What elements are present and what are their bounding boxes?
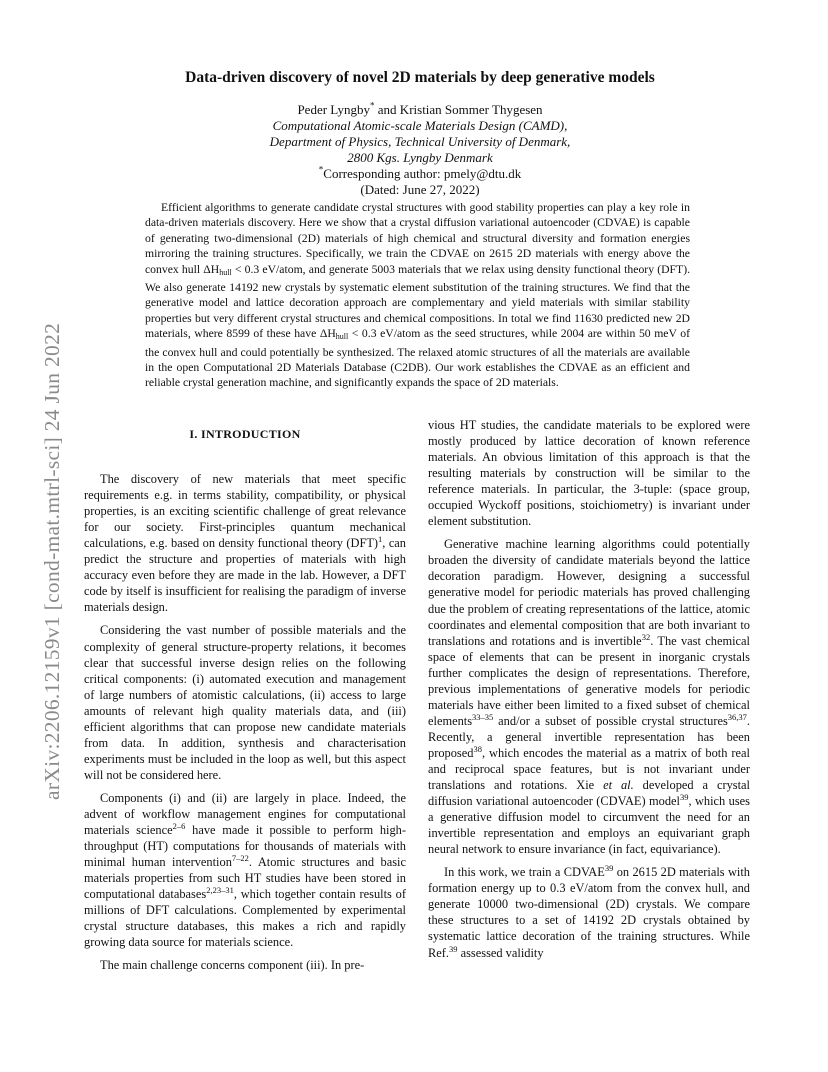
citation[interactable]: 32 [641, 631, 651, 642]
text: developed a crystal diffusion variational autoencoder (CDVAE) model [428, 778, 750, 809]
section-heading: I. INTRODUCTION [189, 427, 301, 441]
intro-paragraph-3 [84, 790, 406, 950]
right-column [428, 417, 750, 968]
intro-paragraph-4: The main challenge concerns component (iii). In pre- [100, 958, 365, 973]
citation[interactable]: 1 [378, 534, 383, 545]
text: . The vast chemical space of elements that can be present in inorganic crystals further complicates the design of representations. Therefore, previous implementations of generative models for periodic materials have either been limited to a fixed subset of chemical elements [428, 633, 750, 728]
citation[interactable]: 2,23–31 [206, 885, 234, 896]
text: . Atomic structures and basic materials properties from such HT studies have been stored in computational databases [84, 855, 407, 902]
abstract-paragraph [145, 200, 690, 391]
subscript-hull: hull [335, 332, 349, 342]
citation[interactable]: 39 [449, 943, 458, 954]
citation[interactable]: 39 [604, 863, 614, 874]
abstract-text-1: Efficient algorithms to generate candidate crystal structures with good stability properties can play a key role in data-driven materials discovery. Here we show that a crystal diffusion variational autoencoder (CDVAE) is capable of generating two-dimensional (2D) materials of high chemical and structural diversity and formation energies mirroring the training structures. Specifically, we train the CDVAE on 2615 2D materials with energy above the convex hull ΔH [145, 201, 690, 276]
affiliation-line-3: 2800 Kgs. Lyngby Denmark [347, 150, 493, 165]
corresponding-author [100, 166, 740, 182]
citation[interactable]: 36,37 [727, 711, 747, 722]
text: Generative machine learning algorithms could potentially broaden the diversity of candidate materials beyond the lattice decoration paradigm. However, designing a successful generative model for periodic materials has proved challenging due the problem of creating representations of the lattice, atomic coordinates and elemental composition that are both invariant to translations and rotations and is invertible [428, 537, 750, 648]
text: , which encodes the material as a matrix of both real and reciprocal space features, but is not invariant under translations and rotations. Xie [428, 745, 750, 793]
text: , can predict the structure and properties of materials with high accuracy even before they are made in the lab. However, a DFT code by itself is insufficient for realising the paradigm of inverse materials design. [84, 536, 407, 615]
citation[interactable]: 7–22 [231, 853, 249, 863]
arxiv-sidebar [20, 240, 64, 800]
citation[interactable]: 33–35 [472, 711, 494, 722]
citation[interactable]: 2–6 [172, 820, 186, 831]
text: and/or a subset of possible crystal structures [493, 713, 728, 728]
author-names [100, 102, 740, 118]
text: In this work, we train a CDVAE [444, 865, 605, 880]
corresponding-marker: * [370, 100, 375, 111]
abstract-text-3: < 0.3 eV/atom as the seed structures, while 2004 are within 50 meV of the convex hull and could potentially be synthesized. The relaxed atomic structures of all the materials are available in the open Computational 2D Materials Database (C2DB). Our work establishes the CDVAE as an efficient and reliable crystal generation machine, and significantly expands the space of 2D materials. [145, 327, 690, 390]
text: assessed validity [457, 945, 544, 960]
abstract-text-2: < 0.3 eV/atom, and generate 5003 materials that we relax using density functional theory (DFT). We also generate 14192 new crystals by systematic element substitution of the training structures. We find that the generative model and lattice decoration approach are complementary and yield materials with similar stability properties but very different crystal structures and chemical compositions. In total we find 11630 predicted new 2D materials, where 8599 of these have ΔH [145, 262, 691, 341]
text: . Recently, a general invertible representation has been proposed [428, 713, 750, 760]
intro-paragraph-1 [84, 471, 406, 615]
author-block [100, 102, 740, 198]
text: Components (i) and (ii) are largely in place. Indeed, the advent of workflow management engines for computational materials science [84, 790, 406, 838]
text: , which uses a generative diffusion model to circumvent the need for an invertible representation and employs an equivariant graph neural network to ensure invariance (in fact, equivariance). [428, 794, 750, 857]
intro-paragraph-4-cont: vious HT studies, the candidate materials to be explored were mostly produced by lattice decoration of known reference materials. An obvious limitation of this approach is that the resulting materials by construction will be similar to the reference materials. In particular, the 3-tuple: (space group, occupied Wyckoff positions, stoichiometry) is invariant under element substitution. [428, 418, 750, 529]
text: have made it possible to perform high-throughput (HT) computations for thousands of materials with minimal human intervention [84, 823, 407, 870]
text: The discovery of new materials that meet specific requirements e.g. in terms stability, compatibility, or physical properties, is an exciting scientific challenge of great relevance for our society. First-principles quantum mechanical calculations, e.g. based on density functional theory (DFT) [84, 472, 406, 551]
author-2: and Kristian Sommer Thygesen [374, 102, 543, 117]
abstract [145, 200, 690, 391]
left-column [84, 420, 406, 980]
text: on 2615 2D materials with formation energy up to 0.3 eV/atom from the convex hull, and generate 10000 two-dimensional (2D) crystals. We compare these structures to a set of 14192 2D crystals obtained by systematic lattice decoration of the training structures. While Ref. [428, 865, 750, 960]
text: , which together contain results of millions of DFT calculations. Complemented by experimental crystal structure databases, this makes a rich and rapidly growing data source for materials science. [84, 887, 406, 950]
affiliation-line-1: Computational Atomic-scale Materials Design (CAMD), [272, 118, 568, 133]
citation[interactable]: 38 [473, 743, 482, 754]
arxiv-identifier[interactable]: arXiv:2206.12159v1 [cond-mat.mtrl-sci] 24 Jun 2022 [40, 322, 64, 800]
intro-paragraph-2: Considering the vast number of possible materials and the complexity of general structure-property relations, it becomes clear that successful inverse design relies on the following critical components: (i) automated execution and management of large numbers of atomistic calculations, (ii) access to large amounts of relevant high quality materials data, and (iii) efficient algorithms that can propose new candidate materials from data. In addition, synthesis and characterisation experiments must be included in the loop as well, but this aspect will not be considered here. [84, 623, 406, 782]
intro-paragraph-5 [428, 536, 750, 857]
date-line: (Dated: June 27, 2022) [360, 182, 480, 197]
author-1: Peder Lyngby [297, 102, 371, 117]
intro-paragraph-6 [428, 864, 750, 960]
affiliation-line-2: Department of Physics, Technical University of Denmark, [269, 134, 571, 149]
et-al: et al. [603, 778, 634, 793]
citation[interactable]: 39 [679, 791, 689, 802]
corresponding-star: * [318, 164, 324, 175]
corresponding-email: Corresponding author: pmely@dtu.dk [323, 166, 522, 181]
paper-title: Data-driven discovery of novel 2D materials by deep generative models [185, 69, 655, 86]
subscript-hull: hull [219, 267, 232, 277]
